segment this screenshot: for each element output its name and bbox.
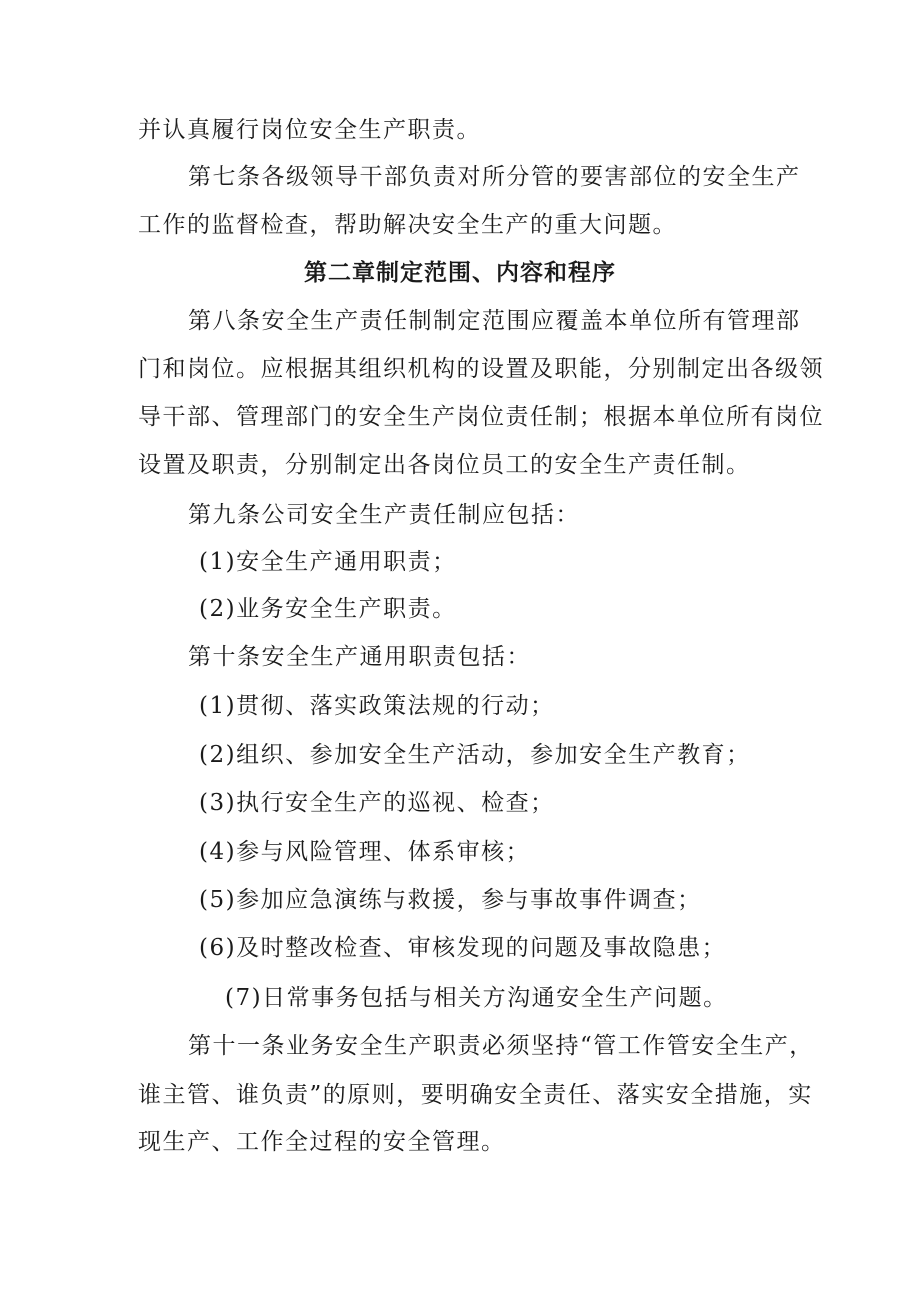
paragraph-line: 工作的监督检查，帮助解决安全生产的重大问题。 bbox=[138, 212, 677, 238]
paragraph-line: 设置及职责，分别制定出各岗位员工的安全生产责任制。 bbox=[138, 452, 751, 478]
chapter-heading: 第二章制定范围、内容和程序 bbox=[304, 260, 616, 286]
article-7-line: 第七条各级领导干部负责对所分管的要害部位的安全生产 bbox=[188, 164, 801, 190]
list-item: (1)贯彻、落实政策法规的行动； bbox=[199, 693, 555, 719]
paragraph-line: 门和岗位。应根据其组织机构的设置及职能，分别制定出各级领 bbox=[138, 356, 824, 382]
paragraph-line: 导干部、管理部门的安全生产岗位责任制；根据本单位所有岗位 bbox=[138, 404, 824, 430]
list-item: (2)业务安全生产职责。 bbox=[199, 596, 457, 622]
article-11-line: 第十一条业务安全生产职责必须坚持“管工作管安全生产， bbox=[188, 1033, 814, 1059]
article-9-line: 第九条公司安全生产责任制应包括： bbox=[188, 502, 580, 528]
list-item: (1)安全生产通用职责； bbox=[199, 549, 457, 575]
article-8-line: 第八条安全生产责任制制定范围应覆盖本单位所有管理部 bbox=[188, 308, 801, 334]
list-item: (4)参与风险管理、体系审核； bbox=[199, 839, 531, 865]
list-item: (7)日常事务包括与相关方沟通安全生产问题。 bbox=[225, 985, 728, 1011]
list-item: (2)组织、参加安全生产活动，参加安全生产教育； bbox=[199, 742, 751, 768]
paragraph-line: 谁主管、谁负责”的原则，要明确安全责任、落实安全措施，实 bbox=[138, 1082, 813, 1108]
paragraph-line: 并认真履行岗位安全生产职责。 bbox=[138, 117, 481, 143]
list-item: (5)参加应急演练与救援，参与事故事件调查； bbox=[199, 887, 702, 913]
list-item: (6)及时整改检查、审核发现的问题及事故隐患； bbox=[199, 935, 727, 961]
paragraph-line: 现生产、工作全过程的安全管理。 bbox=[138, 1129, 506, 1155]
list-item: (3)执行安全生产的巡视、检查； bbox=[199, 790, 555, 816]
article-10-line: 第十条安全生产通用职责包括： bbox=[188, 644, 531, 670]
